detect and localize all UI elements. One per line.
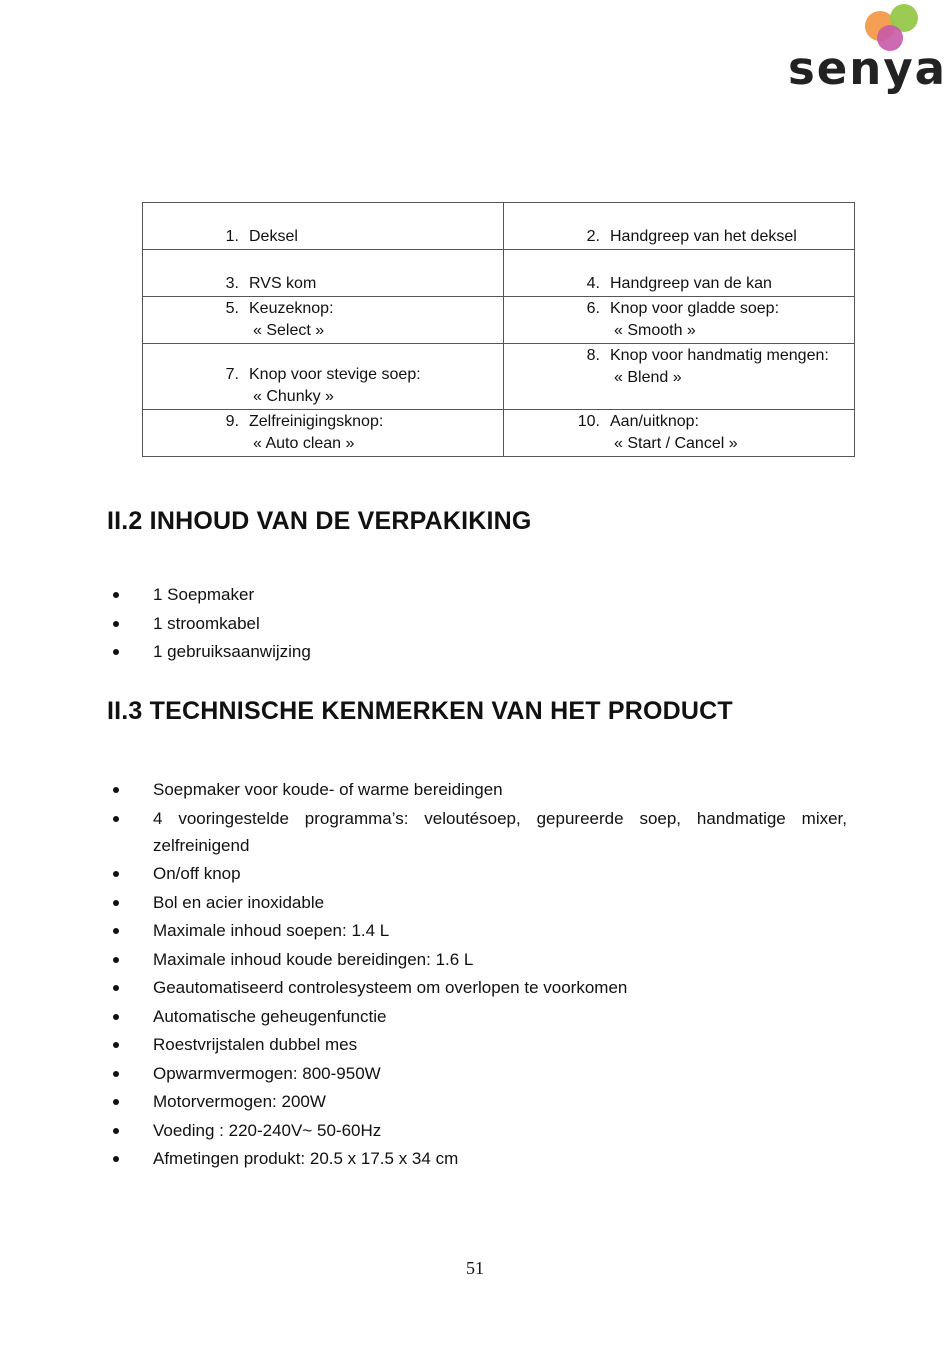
bullet-icon <box>113 985 119 991</box>
part-sublabel: « Chunky » <box>253 388 334 405</box>
part-label: Knop voor gladde soep: <box>610 300 780 317</box>
table-cell <box>143 410 504 457</box>
table-row <box>143 203 855 250</box>
logo-wordmark: senya <box>788 42 948 95</box>
part-number: 9. <box>225 413 239 430</box>
list-item <box>107 889 847 916</box>
part-item <box>213 411 503 455</box>
part-sublabel: « Smooth » <box>614 322 696 339</box>
part-sublabel: « Start / Cancel » <box>614 435 738 452</box>
table-cell <box>504 344 855 410</box>
part-number: 2. <box>586 228 600 245</box>
part-item <box>213 364 503 408</box>
bullet-icon <box>113 1071 119 1077</box>
list-item <box>107 1145 847 1172</box>
list-item-text: 1 Soepmaker <box>153 585 255 604</box>
list-item-text: Bol en acier inoxidable <box>153 892 325 912</box>
list-item-text: Voeding : 220-240V~ 50-60Hz <box>153 1120 382 1140</box>
list-item-text: 1 stroomkabel <box>153 613 260 633</box>
list-item-text: Motorvermogen: 200W <box>153 1092 326 1111</box>
part-sublabel: « Select » <box>253 322 325 339</box>
table-row <box>143 297 855 344</box>
bullet-icon <box>113 592 119 598</box>
list-item-text: Automatische geheugenfunctie <box>153 1006 387 1026</box>
list-item-text: Geautomatiseerd controlesysteem om overlopen te voorkomen <box>153 978 628 997</box>
list-item <box>107 1117 847 1144</box>
table-row <box>143 410 855 457</box>
bullet-icon <box>113 1099 119 1105</box>
list-item-text: On/off knop <box>153 864 241 883</box>
bullet-icon <box>113 621 119 627</box>
table-row <box>143 250 855 297</box>
table-cell <box>504 203 855 250</box>
parts-table <box>142 202 855 457</box>
bullet-icon <box>113 957 119 963</box>
page-number: 51 <box>466 1258 484 1278</box>
part-label: Keuzeknop: <box>249 300 334 317</box>
table-cell <box>143 297 504 344</box>
bullet-icon <box>113 928 119 934</box>
specs-list <box>107 776 847 1174</box>
list-item <box>107 974 847 1001</box>
part-sublabel: « Auto clean » <box>253 435 355 452</box>
table-cell <box>504 410 855 457</box>
list-item <box>107 776 847 803</box>
list-item <box>107 610 847 637</box>
part-number: 3. <box>225 275 239 292</box>
senya-logo <box>788 4 948 100</box>
bullet-icon <box>113 871 119 877</box>
bullet-icon <box>113 816 119 822</box>
contents-list <box>107 581 847 667</box>
table-cell <box>504 297 855 344</box>
section-heading-specs: II.3 TECHNISCHE KENMERKEN VAN HET PRODUCT <box>107 697 733 725</box>
part-number: 7. <box>225 366 239 383</box>
part-label: Handgreep van het deksel <box>610 228 797 245</box>
bullet-icon <box>113 1156 119 1162</box>
list-item-text: Maximale inhoud soepen: 1.4 L <box>153 921 390 940</box>
list-item <box>107 805 847 859</box>
list-item <box>107 1031 847 1058</box>
part-sublabel: « Blend » <box>614 369 682 386</box>
part-item <box>574 411 854 455</box>
table-cell <box>143 203 504 250</box>
bullet-icon <box>113 900 119 906</box>
list-item <box>107 638 847 665</box>
list-item-text: Afmetingen produkt: 20.5 x 17.5 x 34 cm <box>153 1149 459 1168</box>
bullet-icon <box>113 1014 119 1020</box>
list-item-text: Soepmaker voor koude- of warme bereidingen <box>153 780 503 799</box>
bullet-icon <box>113 787 119 793</box>
part-label: RVS kom <box>249 275 317 292</box>
list-item-text: 4 vooringestelde programma’s: veloutésoep, gepureerde soep, handmatige mixer, zelfreinigend <box>153 808 847 855</box>
list-item-text: Maximale inhoud koude bereidingen: 1.6 L <box>153 949 474 969</box>
part-label: Knop voor stevige soep: <box>249 366 421 383</box>
part-label: Knop voor handmatig mengen: <box>610 347 829 364</box>
table-cell <box>504 250 855 297</box>
list-item-text: Roestvrijstalen dubbel mes <box>153 1035 358 1054</box>
part-number: 1. <box>225 228 239 245</box>
list-item-text: 1 gebruiksaanwijzing <box>153 642 311 661</box>
bullet-icon <box>113 1128 119 1134</box>
bullet-icon <box>113 1042 119 1048</box>
part-number: 10. <box>577 413 600 430</box>
part-item <box>213 273 503 295</box>
part-item <box>574 298 854 342</box>
table-row <box>143 344 855 410</box>
part-number: 6. <box>586 300 600 317</box>
part-label: Zelfreinigingsknop: <box>249 413 384 430</box>
part-item <box>574 226 854 248</box>
part-number: 5. <box>225 300 239 317</box>
part-label: Deksel <box>249 228 298 245</box>
list-item <box>107 917 847 944</box>
part-item <box>574 273 854 295</box>
part-number: 8. <box>586 347 600 364</box>
part-label: Aan/uitknop: <box>610 413 699 430</box>
part-number: 4. <box>586 275 600 292</box>
part-label: Handgreep van de kan <box>610 275 772 292</box>
list-item <box>107 860 847 887</box>
table-cell <box>143 344 504 410</box>
table-cell <box>143 250 504 297</box>
list-item <box>107 1060 847 1087</box>
part-item <box>574 345 854 389</box>
list-item <box>107 581 847 608</box>
list-item <box>107 1088 847 1115</box>
list-item <box>107 1003 847 1030</box>
section-heading-contents: II.2 INHOUD VAN DE VERPAKIKING <box>107 507 532 535</box>
list-item <box>107 946 847 973</box>
part-item <box>213 298 503 342</box>
bullet-icon <box>113 649 119 655</box>
list-item-text: Opwarmvermogen: 800-950W <box>153 1063 381 1083</box>
part-item <box>213 226 503 248</box>
